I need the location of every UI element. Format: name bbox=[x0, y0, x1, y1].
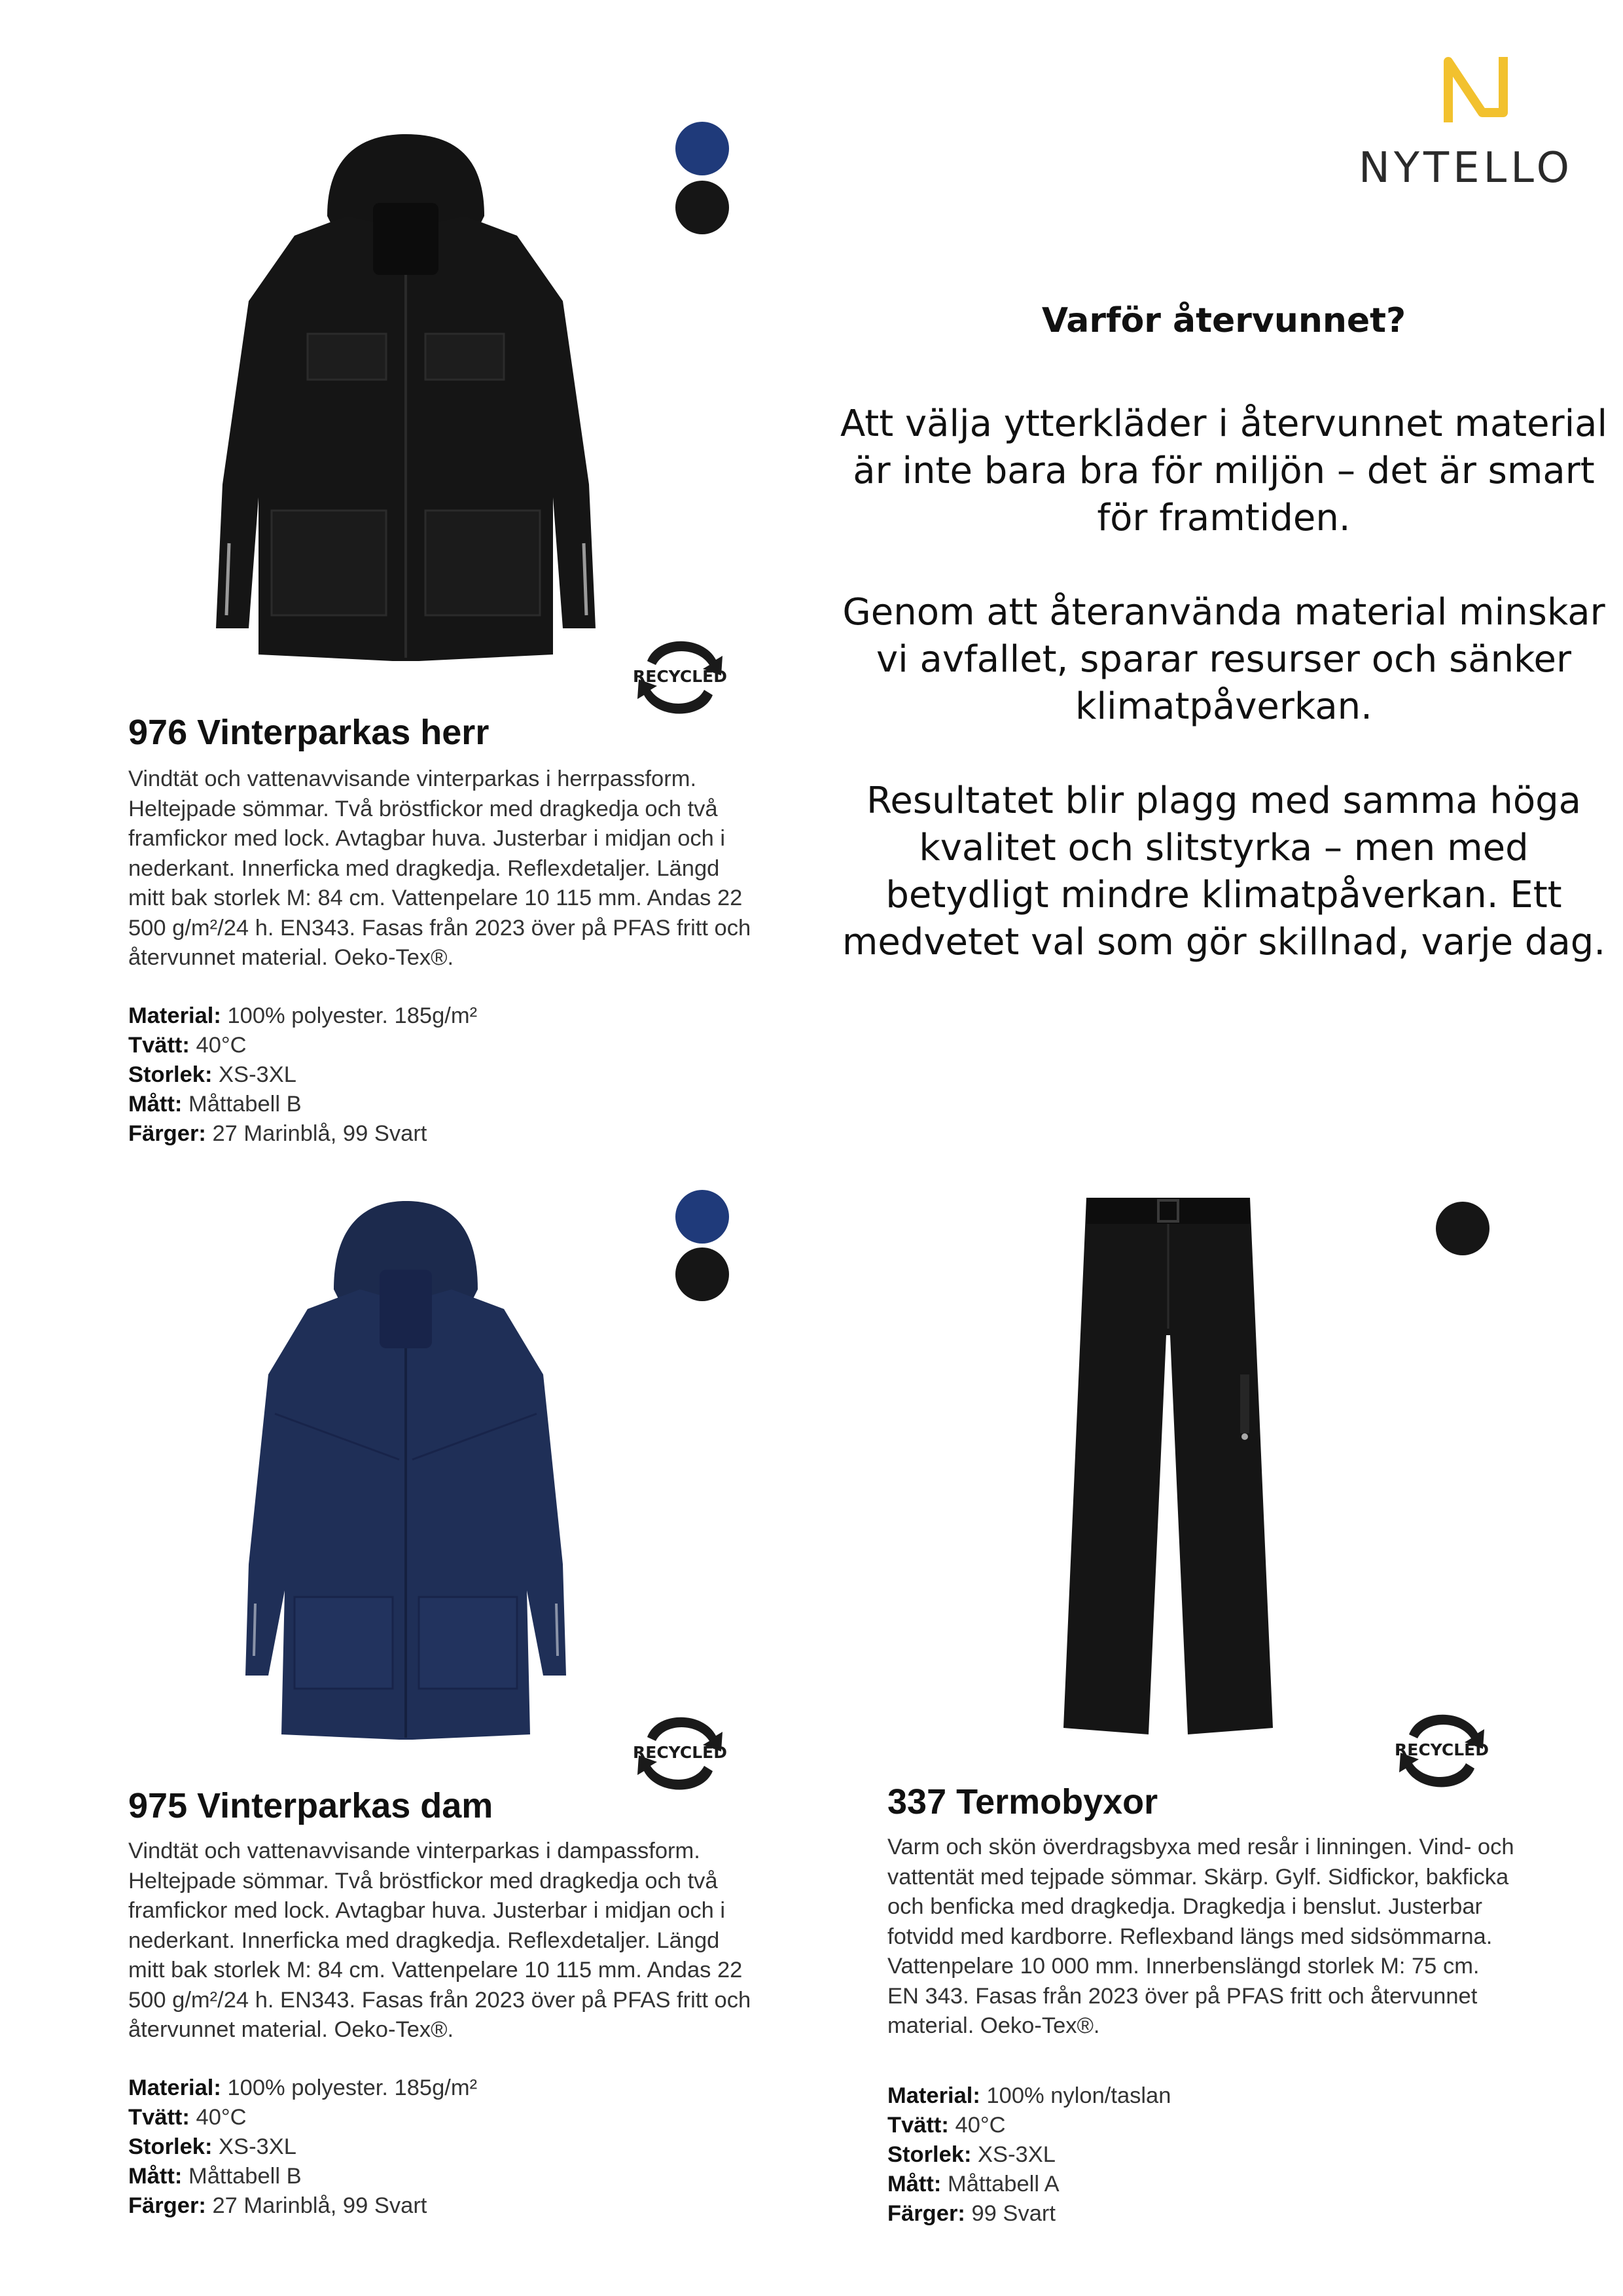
product-description: Vindtät och vattenavvisande vinterparkas i dampassform. Heltejpade sömmar. Två bröstfickor med dragkedja och två framfickor med lock. Avtagbar huva. Justerbar i midjan och i nederkant. Innerficka med dragkedja. Reflexdetaljer. Längd mitt bak storlek M: 84 cm. Vattenpelare 10 115 mm. Andas 22 500 g/m²/24 h. EN343. Fasas från 2023 över på PFAS fritt och återvunnet material. Oeko-Tex®. bbox=[128, 1839, 751, 2042]
nytello-n-icon bbox=[1436, 52, 1515, 128]
color-swatch-navy bbox=[675, 122, 729, 175]
brand-logo bbox=[1335, 52, 1597, 196]
product-description: Varm och skön överdragsbyxa med resår i linningen. Vind- och vattentät med tejpade sömmar. Skärp. Gylf. Sidfickor, bakficka och benficka med dragkedja. Dragkedja i benslut. Justerbar fotvidd med kardborre. Reflexband längs med sidsömmarna. Vattenpelare 10 000 mm. Innerbenslängd storlek M: 75 cm. EN 343. Fasas från 2023 över på PFAS fritt och återvunnet material. Oeko-Tex®. bbox=[887, 1835, 1514, 2038]
spec-material: Material: 100% polyester. 185g/m² bbox=[128, 2075, 478, 2100]
color-swatch-navy bbox=[675, 1190, 729, 1244]
spec-size: Storlek: XS-3XL bbox=[887, 2142, 1056, 2167]
spec-wash: Tvätt: 40°C bbox=[128, 1033, 247, 1058]
product-image-976 bbox=[196, 131, 615, 681]
spec-measure: Mått: Måttabell B bbox=[128, 1092, 302, 1117]
product-image-975 bbox=[236, 1198, 576, 1741]
product-specs bbox=[887, 2081, 1171, 2229]
recycled-badge-icon bbox=[1386, 1702, 1497, 1800]
why-paragraph-3: Resultatet blir plagg med samma höga kvalitet och slitstyrka – men med betydligt mindre klimatpåverkan. Ett medvetet val som gör skillnad, varje dag. bbox=[842, 780, 1606, 963]
black-parka-icon bbox=[196, 131, 615, 681]
color-swatch-black bbox=[1436, 1202, 1489, 1255]
product-title: 975 Vinterparkas dam bbox=[128, 1786, 493, 1825]
spec-size: Storlek: XS-3XL bbox=[128, 2134, 296, 2159]
recycled-badge bbox=[1386, 1702, 1497, 1800]
spec-size: Storlek: XS-3XL bbox=[128, 1062, 296, 1087]
spec-wash: Tvätt: 40°C bbox=[887, 2113, 1006, 2138]
recycled-badge-icon bbox=[624, 628, 736, 726]
why-paragraph-1: Att välja ytterkläder i återvunnet material är inte bara bra för miljön – det är smart för framtiden. bbox=[840, 403, 1608, 539]
brand-name: NYTELLO bbox=[1359, 144, 1573, 192]
recycled-badge-icon bbox=[624, 1704, 736, 1803]
product-description: Vindtät och vattenavvisande vinterparkas i herrpassform. Heltejpade sömmar. Två bröstfickor med dragkedja och två framfickor med lock. Avtagbar huva. Justerbar i midjan och i nederkant. Innerficka med dragkedja. Reflexdetaljer. Längd mitt bak storlek M: 84 cm. Vattenpelare 10 115 mm. Andas 22 500 g/m²/24 h. EN343. Fasas från 2023 över på PFAS fritt och återvunnet material. Oeko-Tex®. bbox=[128, 766, 751, 970]
spec-measure: Mått: Måttabell B bbox=[128, 2164, 302, 2189]
spec-material: Material: 100% nylon/taslan bbox=[887, 2083, 1171, 2108]
spec-colors: Färger: 27 Marinblå, 99 Svart bbox=[128, 2193, 427, 2218]
badge-label: RECYCLED bbox=[633, 1743, 727, 1762]
navy-parka-icon bbox=[236, 1198, 576, 1741]
color-swatch-black bbox=[675, 181, 729, 234]
product-title: 976 Vinterparkas herr bbox=[128, 713, 490, 752]
badge-label: RECYCLED bbox=[633, 667, 727, 686]
recycled-badge bbox=[624, 628, 736, 726]
product-title: 337 Termobyxor bbox=[887, 1782, 1158, 1821]
product-specs bbox=[128, 2073, 477, 2221]
spec-colors: Färger: 99 Svart bbox=[887, 2201, 1056, 2226]
spec-colors: Färger: 27 Marinblå, 99 Svart bbox=[128, 1121, 427, 1146]
product-specs bbox=[128, 1001, 477, 1149]
badge-label: RECYCLED bbox=[1395, 1740, 1489, 1759]
black-trousers-icon bbox=[1047, 1191, 1289, 1748]
product-image-337 bbox=[1047, 1191, 1289, 1748]
spec-wash: Tvätt: 40°C bbox=[128, 2105, 247, 2130]
why-heading: Varför återvunnet? bbox=[1041, 301, 1406, 340]
spec-material: Material: 100% polyester. 185g/m² bbox=[128, 1003, 478, 1028]
recycled-badge bbox=[624, 1704, 736, 1803]
why-paragraph-2: Genom att återanvända material minskar vi avfallet, sparar resurser och sänker klimatpåverkan. bbox=[842, 591, 1605, 728]
spec-measure: Mått: Måttabell A bbox=[887, 2172, 1060, 2197]
color-swatch-black bbox=[675, 1247, 729, 1301]
